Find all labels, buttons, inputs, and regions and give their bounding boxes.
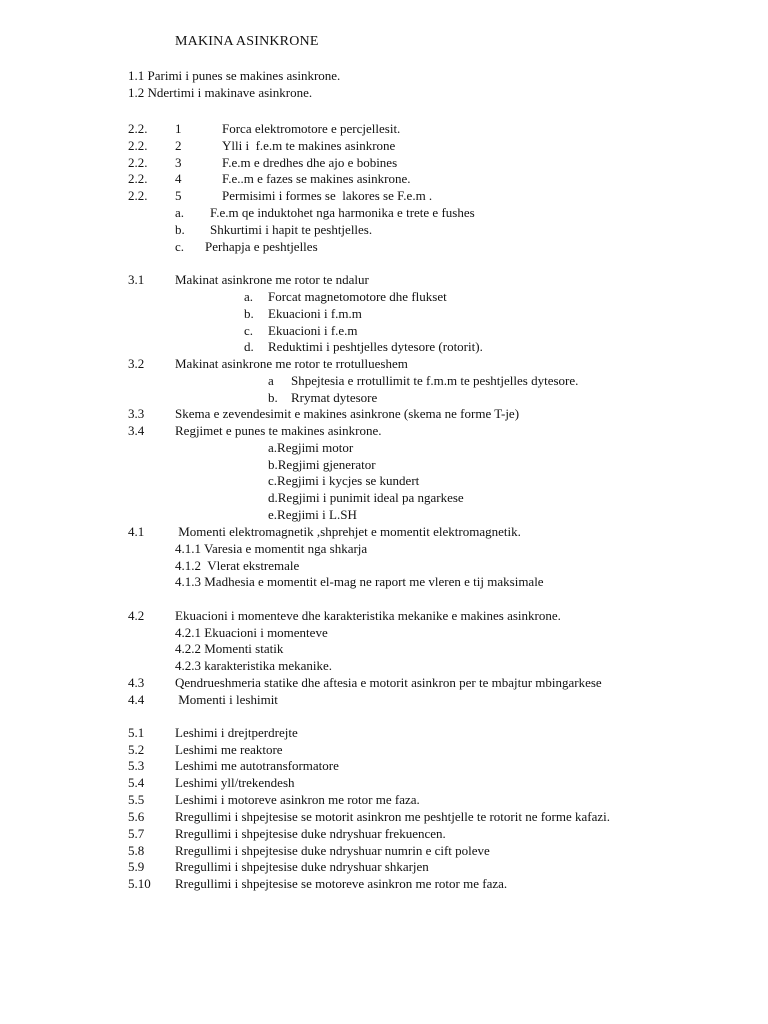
page-title: MAKINA ASINKRONE	[175, 34, 319, 49]
